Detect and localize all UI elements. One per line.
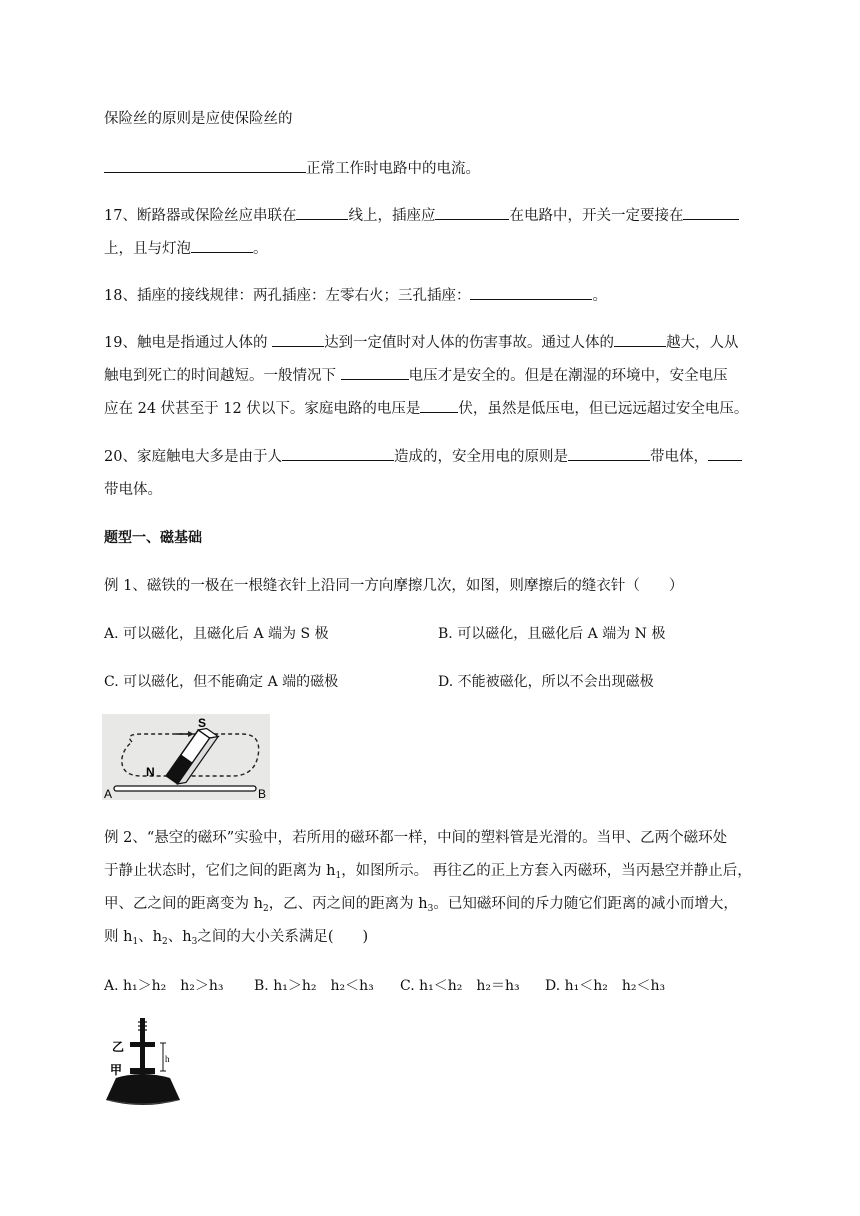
answer-blank[interactable]	[272, 332, 324, 347]
text: 17、断路器或保险丝应串联在	[104, 208, 297, 224]
section-title: 题型一、磁基础	[104, 530, 202, 546]
answer-blank[interactable]	[614, 332, 666, 347]
text: 在电路中，开关一定要接在	[509, 208, 684, 224]
text: 于静止状态时，它们之间的距离为 h	[104, 863, 336, 879]
label-b: B	[258, 787, 267, 800]
answer-blank[interactable]	[420, 398, 458, 413]
answer-blank[interactable]	[191, 238, 253, 253]
text-line	[104, 109, 293, 129]
subscript: 2	[162, 937, 168, 947]
option-a[interactable]: A. h₁＞h₂ h₂＞h₃	[104, 978, 224, 994]
question-19-cont	[104, 365, 728, 386]
text: 、h	[167, 929, 192, 945]
text: 甲、乙之间的距离变为 h	[104, 896, 263, 912]
option-c[interactable]: C. 可以磁化，但不能确定 A 端的磁极	[104, 674, 339, 690]
option-a[interactable]: A. 可以磁化，且磁化后 A 端为 S 极	[104, 626, 329, 642]
text: 上，且与灯泡	[104, 241, 191, 257]
text: 造成的，安全用电的原则是	[393, 449, 568, 465]
text: 达到一定值时对人体的伤害事故。通过人体的	[324, 335, 615, 351]
magnet-rings-figure	[102, 1016, 184, 1108]
option-d[interactable]: D. 不能被磁化，所以不会出现磁极	[438, 674, 654, 690]
question-18	[104, 285, 607, 306]
example-2-line	[104, 861, 752, 886]
text: 电压才是安全的。但是在潮湿的环境中，安全电压	[408, 368, 728, 384]
text: 则 h	[104, 929, 133, 945]
text: 越大，人从	[666, 335, 739, 351]
answer-blank[interactable]	[470, 285, 592, 300]
text: 应在 24 伏甚至于 12 伏以下。家庭电路的电压是	[104, 401, 421, 417]
text: 带电体，	[649, 449, 708, 465]
label-jia: 甲	[110, 1063, 123, 1077]
question-20-cont	[104, 480, 162, 500]
text: 线上，插座应	[348, 208, 436, 224]
subscript: 3	[191, 937, 198, 947]
subscript: 1	[132, 937, 139, 947]
subscript: 2	[262, 904, 269, 914]
magnet-needle-figure	[102, 714, 270, 800]
question-17	[104, 205, 739, 226]
label-n: N	[146, 765, 155, 779]
answer-blank[interactable]	[341, 365, 409, 380]
answer-blank[interactable]	[568, 446, 650, 461]
text: 20、家庭触电大多是由于人	[104, 449, 282, 465]
label-s: S	[198, 716, 207, 730]
example-1-stem: 例 1、磁铁的一极在一根缝衣针上沿同一方向摩擦几次，如图，则摩擦后的缝衣针（ ）	[104, 578, 684, 594]
label-yi: 乙	[112, 1040, 125, 1054]
answer-blank[interactable]	[296, 205, 348, 220]
text: 触电到死亡的时间越短。一般情况下	[104, 368, 336, 384]
text: ，如图所示。 再往乙的正上方套入丙磁环，当丙悬空并静止后，	[341, 863, 752, 879]
text: 18、插座的接线规律：两孔插座：左零右火；三孔插座：	[104, 288, 471, 304]
question-20	[104, 446, 742, 467]
subscript: 1	[335, 871, 342, 881]
text: 保险丝的原则是应使保险丝的	[104, 111, 293, 127]
question-17-cont	[104, 238, 268, 259]
option-b[interactable]: B. h₁＞h₂ h₂＜h₃	[254, 978, 374, 994]
label-a: A	[104, 787, 113, 800]
question-19-cont	[104, 398, 748, 419]
text: 。	[253, 241, 268, 257]
text: ，乙、丙之间的距离为 h	[268, 896, 428, 912]
answer-blank[interactable]	[708, 446, 742, 461]
text: 带电体。	[104, 482, 162, 498]
subscript: 3	[427, 904, 434, 914]
answer-blank[interactable]	[683, 205, 739, 220]
option-c[interactable]: C. h₁＜h₂ h₂＝h₃	[400, 978, 520, 994]
text-line	[104, 158, 480, 179]
question-19	[104, 332, 739, 353]
text: 正常工作时电路中的电流。	[306, 161, 480, 177]
example-2-line	[104, 894, 738, 919]
option-d[interactable]: D. h₁＜h₂ h₂＜h₃	[545, 978, 666, 994]
option-b[interactable]: B. 可以磁化，且磁化后 A 端为 N 极	[438, 626, 666, 642]
text: 19、触电是指通过人体的	[104, 335, 268, 351]
svg-text:h: h	[165, 1054, 170, 1064]
text: 。已知磁环间的斥力随它们距离的减小而增大，	[433, 896, 738, 912]
text: 。	[592, 288, 607, 304]
answer-blank[interactable]	[435, 205, 509, 220]
answer-blank[interactable]	[282, 446, 394, 461]
example-2-line: 例 2、“悬空的磁环”实验中，若所用的磁环都一样，中间的塑料管是光滑的。当甲、乙两个磁环处	[104, 830, 728, 846]
text: 伏，虽然是低压电，但已远远超过安全电压。	[458, 401, 749, 417]
example-2-line	[104, 927, 368, 952]
answer-blank[interactable]	[104, 158, 306, 173]
text: 之间的大小关系满足( )	[197, 929, 369, 945]
text: 、h	[138, 929, 163, 945]
